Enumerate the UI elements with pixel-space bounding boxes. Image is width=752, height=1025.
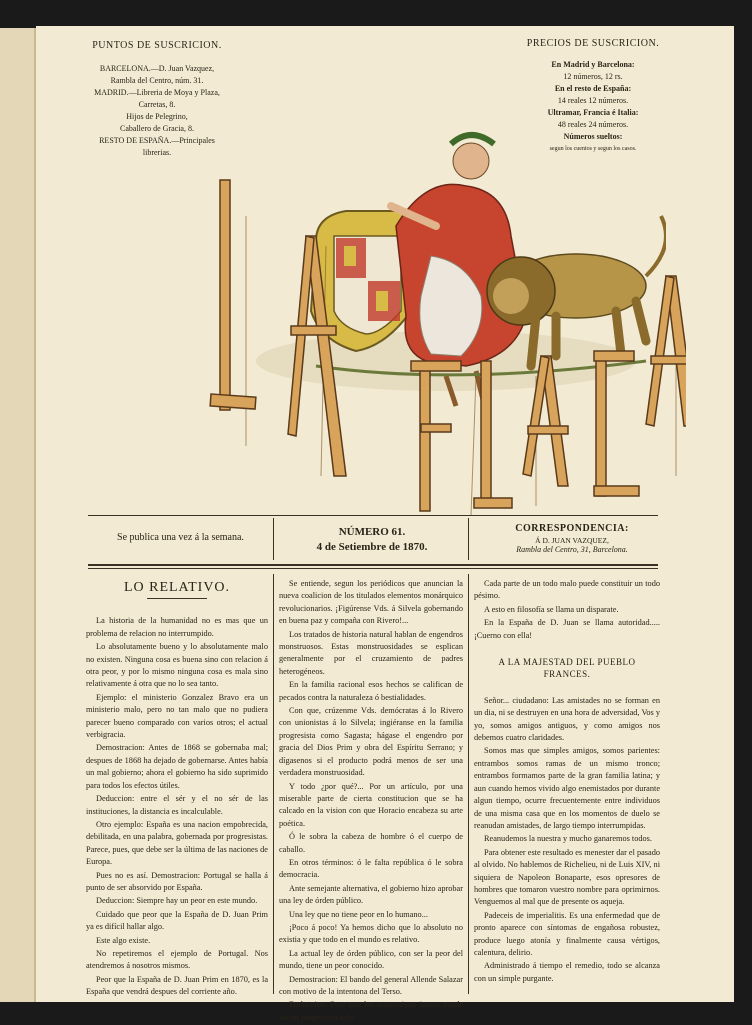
paragraph: Para obtener este resultado es menester dar el pasado al olvido. No hablemos de Richelieu, ni de Luis XIV, ni siquiera de Napoleon Bonaparte, esos opresores de hombres que tomaron vuestro nombre para oprimirnos. Venguemos al mal que de presente os aqueja. [474,847,661,907]
paragraph: La historia de la humanidad no es mas que un problema de relacion no interrumpido. [86,616,268,638]
subscription-points [92,40,222,159]
correspondence-title: CORRESPONDENCIA: [515,523,629,534]
paragraph: Ante semejante alternativa, el gobierno hizo aprobar una ley de órden público. [279,883,463,906]
price-line: 48 reales 24 números. [557,120,629,129]
correspondence-address: Rambla del Centro, 31, Barcelona. [516,545,628,554]
price-line: Números sueltos: [563,132,623,141]
paragraph: Lo absolutamente bueno y lo absolutamente malo no existen. Ninguna cosa es buena sino con relacion á otra peor, y por lo mismo ninguna cosa es mala sino relativamente á otra que no lo sea tanto. [86,642,268,689]
paragraph: Somos mas que simples amigos, somos parientes: entrambos somos ramas de un mismo tronco; entrambos formamos parte de la gran familia latina; y aun cuando hemos vivido algo enemistados por durante algun tiempo, ocurre frecuentemente entre individuos de una misma casa que en los momentos de duelo se reanudan amistades, de largo tiempo interrumpidas. [474,746,660,830]
paragraph: Los tratados de historia natural hablan de engendros monstruosos. Estas monstruosidades se esplican generalmente por el cruzamiento de padres heterogéneos. [279,629,463,676]
paragraph: La actual ley de órden público, con ser la peor del mundo, tiene un peor conocido. [279,948,463,971]
subscription-prices-title: PRECIOS DE SUSCRICION. [526,38,660,49]
subscription-line: Rambla del Centro, núm. 31. [110,76,204,85]
info-bar-divider [273,518,274,560]
paragraph: En la España de D. Juan se llama autoridad..... ¡Cuerno con ella! [474,618,660,640]
correspondence-name: Á D. JUAN VAZQUEZ, [535,536,609,545]
paragraph: Pues no es así. Demostracion: Portugal se halla á punto de ser absorvido por España. [86,870,268,892]
paragraph: Deduccion: Peor que los progresistas juntos puede ser un progresista solo. [279,1000,463,1022]
paragraph: No repetiremos el ejemplo de Portugal. Nos atendremos á nosotros mismos. [86,948,268,971]
issue-date: 4 de Setiembre de 1870. [316,541,428,553]
paragraph: Cada parte de un todo malo puede constituir un todo pésimo. [474,579,660,601]
paragraph: En la familia racional esos hechos se califican de pecados contra la naturaleza ó bestialidades. [279,680,463,702]
subscription-line: Carretas, 8. [138,100,176,109]
newspaper-page [36,26,734,1022]
paragraph: A esto en filosofía se llama un disparate. [484,604,619,614]
subscription-line: MADRID.—Libreria de Moya y Plaza, [94,88,220,97]
price-line: 14 reales 12 números. [557,96,629,105]
issue-number: NÚMERO 61. [338,526,406,538]
paragraph: Ejemplo: el ministerio Gonzalez Bravo era un ministerio malo, pero no tan malo que no pudiera parecer bueno comparado con varios otros; el actual verbigracia. [86,692,268,740]
info-bar-bottom-rule-thin [88,568,658,569]
masthead-title [206,176,686,516]
subscription-points-list [92,63,222,159]
subscription-line: librerias. [142,148,172,157]
paragraph: En otros términos: ó le falta república ó le sobra democracia. [279,857,463,880]
price-line: Ultramar, Francia é Italia: [547,108,639,117]
paragraph: Ó le sobra la cabeza de hombre ó el cuerpo de caballo. [279,832,463,854]
paragraph: Deduccion: entre el sér y el no sér de las instituciones, la distancia es incalculable. [86,794,268,816]
paragraph: Demostracion: El bando del general Allende Salazar con motivo de la intentona del Terso. [279,974,463,996]
info-bar-divider [468,518,469,560]
paragraph: Y todo ¿por qué?... Por un artículo, por una miserable parte de cierta constitucion que se ha calcado en la vision con que Horacio encabeza su arte poética. [279,781,463,828]
subscription-points-title: PUNTOS DE SUSCRICION. [92,40,222,51]
paragraph: Padeceis de imperialitis. Es una enfermedad que de pronto aparece con síntomas de engañosa robustez, produce luego atonía y finalmente causa vértigos, calentura, delirio. [474,910,660,957]
paragraph: Demostracion: Antes de 1868 se gobernaba mal; despues de 1868 ha dejado de gobernarse. Antes había un mal gobierno; ahora el gobierno ha sido suprimido para todos los efectos útiles. [86,743,268,790]
price-line: En el resto de España: [554,84,632,93]
column-divider [273,574,274,994]
paragraph: Administrado á tiempo el remedio, todo se alcanza con un simple purgante. [474,961,660,983]
paragraph: Reanudemos la nuestra y mucho ganaremos todos. [484,834,652,844]
info-bar-bottom-rule [88,564,658,566]
column-3 [474,578,660,986]
paragraph: Se entiende, segun los periódicos que anuncian la nueva coalicion de los titulados elementos monárquico revolucionarios. ¡Figúrense Vds. á Silvela gobernando en buena paz y compaña con Rivero!... [279,579,463,626]
paragraph: Este algo existe. [96,935,151,945]
article-title: A LA MAJESTAD DEL PUEBLO FRANCES. [498,657,636,680]
correspondence-info [472,523,672,554]
paragraph: Peor que la España de D. Juan Prim en 1870, es la España que vendrá despues del corriente año. [86,974,268,997]
column-1 [86,582,268,1000]
paragraph: Deduccion: Siempre hay un peor en este mundo. [96,896,258,906]
paragraph: Cuidado que peor que la España de D. Juan Prim ya es difícil hallar algo. [86,909,268,932]
info-bar-top-rule [88,515,658,516]
price-line: segun los cuentos y segun los casos. [549,146,637,152]
title-rule [147,598,207,599]
subscription-line: BARCELONA.—D. Juan Vazquez, [99,64,215,73]
paragraph: ¡Poco á poco! Ya hemos dicho que lo absoluto no existia y que todo en el mundo es relativo. [279,922,463,945]
column-2 [279,578,463,1025]
paragraph: Señor... ciudadano: Las amistades no se forman en un dia, ni se destruyen en una hora de adversidad, Vos y yo, somos amigos antiguos, y como amigos nos debemos cuatro claridades. [474,695,660,743]
article-title: LO RELATIVO. [123,580,231,595]
column-divider [468,574,469,994]
issue-info [276,526,468,553]
price-line: 12 números, 12 rs. [563,72,623,81]
subscription-line: Hijos de Pelegrino, [126,112,188,121]
masthead-title-lettering [206,176,686,516]
publication-frequency: Se publica una vez á la semana. [117,532,244,543]
subscription-line: RESTO DE ESPAÑA.—Principales [99,136,215,145]
paragraph: Con que, crúzenme Vds. demócratas á lo Rivero con unionistas á lo Silvela; ingiéranse en la familia progresista como Sagasta; hágase el engendro por gracia del Dios Prim y obra del Espíritu Serrano; y dígasenos si el producto podrá menos de ser una verdadera monstruosidad. [279,706,463,778]
subscription-line: Caballero de Gracia, 8. [120,124,194,133]
paragraph: Una ley que no tiene peor en lo humano... [289,909,428,919]
price-line: En Madrid y Barcelona: [551,60,635,69]
paragraph: Otro ejemplo: España es una nacion empobrecida, debilitada, en una palabra, gobernada por progresistas. Parece, pues, que debe ser la última de las naciones de Europa. [86,819,268,867]
